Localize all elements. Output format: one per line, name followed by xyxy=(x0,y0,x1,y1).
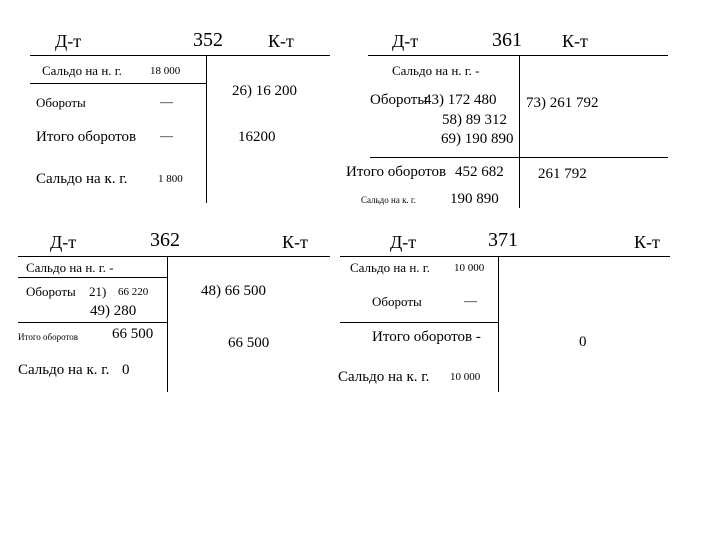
credit-label: К-т xyxy=(268,31,294,51)
totals-line xyxy=(18,322,167,323)
total-credit: 261 792 xyxy=(538,166,587,182)
closing-balance-label: Сальдо на к. г. xyxy=(361,195,416,205)
opening-balance-label: Сальдо на н. г. xyxy=(350,260,430,275)
turnover-debit: — xyxy=(464,293,477,308)
total-debit: 452 682 xyxy=(455,164,504,180)
total-label: Итого оборотов xyxy=(36,129,137,145)
debit-entry: 69) 190 890 xyxy=(441,131,514,147)
opening-balance-label: Сальдо на н. г. - xyxy=(26,260,114,275)
total-label: Итого оборотов - xyxy=(372,329,481,345)
closing-balance-label: Сальдо на к. г. xyxy=(18,362,110,378)
debit-label: Д-т xyxy=(392,31,419,51)
credit-label: К-т xyxy=(282,232,308,252)
opening-underline xyxy=(30,83,206,84)
t-account-top-line xyxy=(18,256,330,257)
total-label: Итого оборотов xyxy=(346,164,447,180)
closing-balance-label: Сальдо на к. г. xyxy=(338,369,430,385)
credit-label: К-т xyxy=(634,232,660,252)
closing-balance-value: 0 xyxy=(122,362,130,378)
t-account-divider xyxy=(167,256,168,392)
credit-entry: 73) 261 792 xyxy=(526,95,599,111)
opening-balance-value: 10 000 xyxy=(454,262,485,274)
t-account-divider xyxy=(206,55,207,203)
debit-entry: 66 220 xyxy=(118,286,149,298)
debit-entry: 49) 280 xyxy=(90,303,137,319)
closing-balance-value: 1 800 xyxy=(158,173,183,185)
closing-balance-value: 10 000 xyxy=(450,371,481,383)
turnover-label: Обороты xyxy=(36,95,86,110)
t-account-divider xyxy=(498,256,499,392)
debit-entry: 58) 89 312 xyxy=(442,112,507,128)
account-number: 362 xyxy=(150,229,180,251)
debit-entry: 43) 172 480 xyxy=(424,92,497,108)
debit-label: Д-т xyxy=(50,232,77,252)
opening-balance-label: Сальдо на н. г. xyxy=(42,63,122,78)
t-account-divider xyxy=(519,55,520,208)
debit-label: Д-т xyxy=(390,232,417,252)
turnover-debit: — xyxy=(160,94,173,109)
credit-entry: 48) 66 500 xyxy=(201,283,266,299)
total-debit: 66 500 xyxy=(112,326,154,342)
total-credit: 0 xyxy=(579,334,587,350)
account-number: 352 xyxy=(193,29,223,51)
turnover-label: Обороты xyxy=(26,284,76,299)
totals-line xyxy=(340,322,498,323)
totals-line xyxy=(370,157,668,158)
debit-label: Д-т xyxy=(55,31,82,51)
turnover-label: Обороты xyxy=(372,294,422,309)
t-account-top-line xyxy=(340,256,670,257)
closing-balance-value: 190 890 xyxy=(450,191,499,207)
t-account-top-line xyxy=(30,55,330,56)
total-label: Итого оборотов xyxy=(18,332,79,342)
total-credit: 16200 xyxy=(238,129,276,145)
account-number: 361 xyxy=(492,29,522,51)
credit-entry: 26) 16 200 xyxy=(232,83,297,99)
debit-entry: 21) xyxy=(89,284,107,299)
opening-balance-label: Сальдо на н. г. - xyxy=(392,63,480,78)
closing-balance-label: Сальдо на к. г. xyxy=(36,171,128,187)
t-account-top-line xyxy=(368,55,668,56)
credit-label: К-т xyxy=(562,31,588,51)
account-number: 371 xyxy=(488,229,518,251)
opening-balance-value: 18 000 xyxy=(150,65,181,77)
total-debit: — xyxy=(160,128,173,143)
opening-underline xyxy=(18,277,167,278)
turnover-label: Обороты xyxy=(370,92,428,108)
total-credit: 66 500 xyxy=(228,335,270,351)
